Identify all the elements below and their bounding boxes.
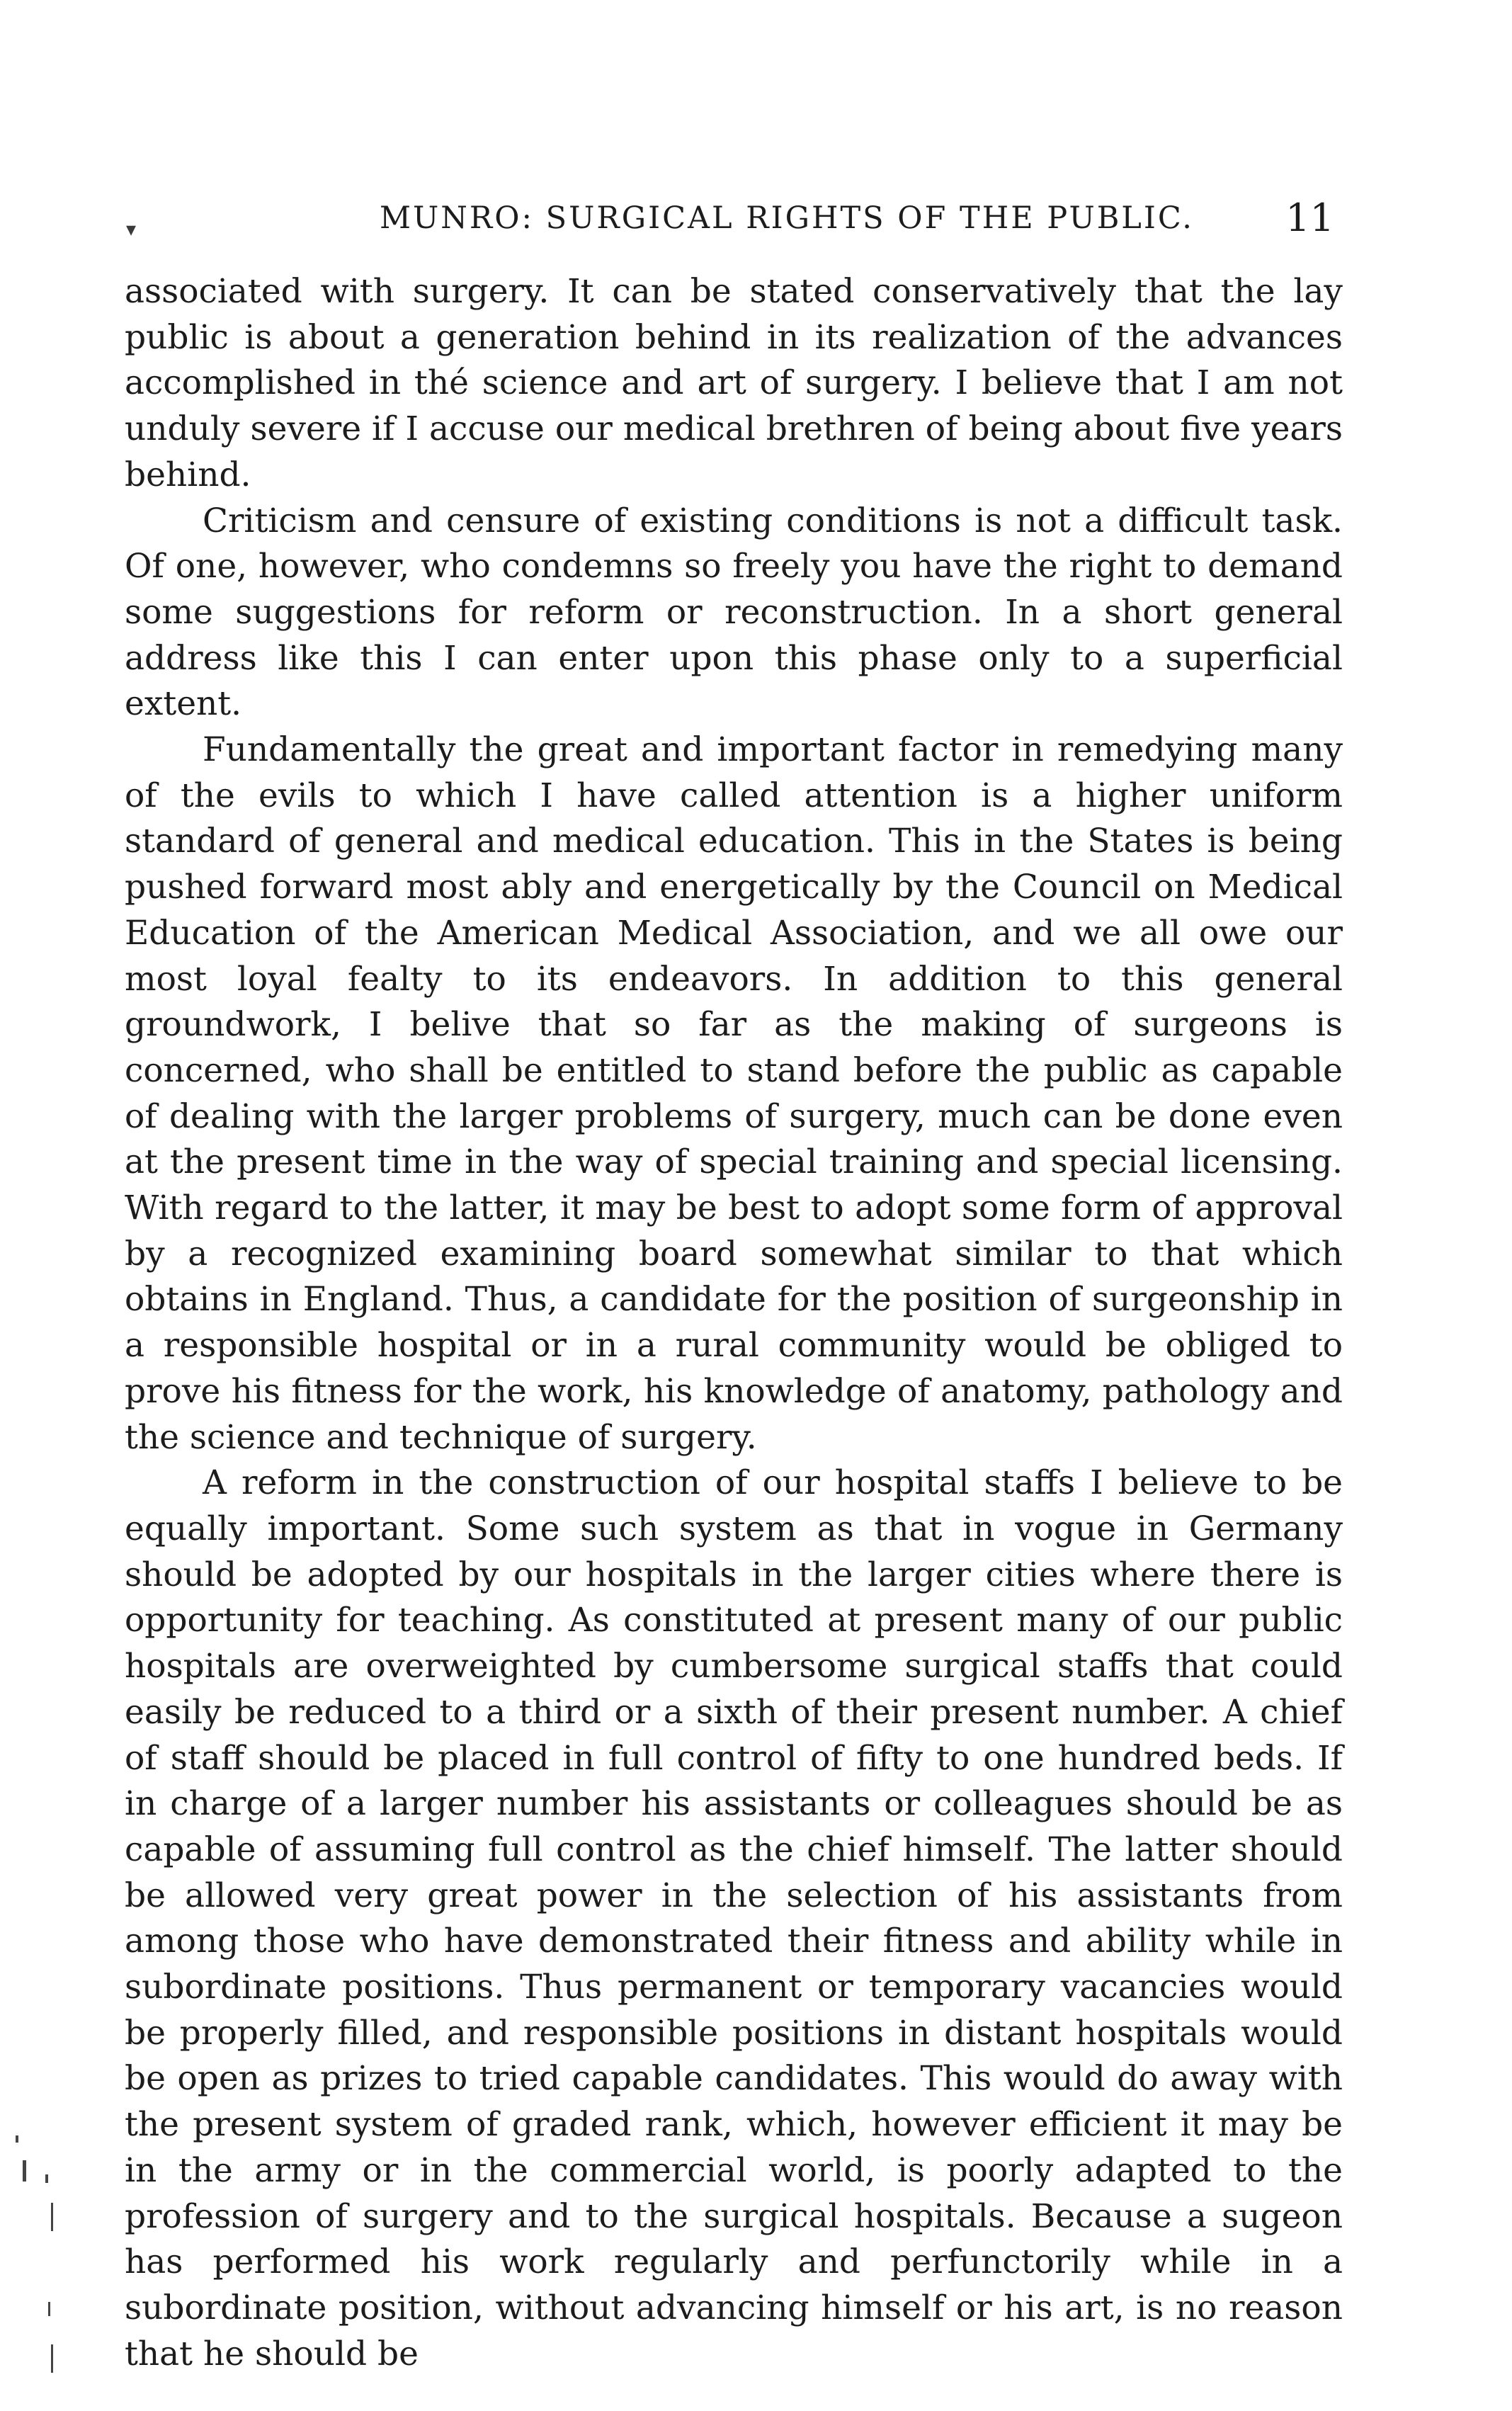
paragraph-4: A reform in the construction of our hospital staffs I believe to be equally important. Some such system as that in vogue in Germany should be adopted by our hospitals in the larger cities where there is opportunity for teaching. As constituted at present many of our public hospitals are overweighted by cumbersome surgical staffs that could easily be reduced to a third or a sixth of their present number. A chief of staff should be placed in full control of fifty to one hundred beds. If in charge of a larger number his assistants or colleagues should be as capable of assuming full control as the chief himself. The latter should be allowed very great power in the selection of his assistants from among those who have demonstrated their fitness and ability while in subordinate positions. Thus permanent or temporary vacancies would be properly filled, and responsible positions in distant hospitals would be open as prizes to tried capable candidates. This would do away with the present system of graded rank, which, however efficient it may be in the army or in the commercial world, is poorly adapted to the profession of surgery and to the surgical hospitals. Because a sugeon has performed his work regularly and perfunctorily while in a subordinate position, without advancing himself or his art, is no reason that he should be <box>125 1463 1343 2373</box>
body-text <box>125 269 1343 2377</box>
paragraph-3: Fundamentally the great and important factor in remedying many of the evils to which I have called attention is a higher uniform standard of general and medical education. This in the States is being pushed forward most ably and energetically by the Council on Medical Education of the American Medical Association, and we all owe our most loyal fealty to its endeavors. In addition to this general groundwork, I belive that so far as the making of surgeons is concerned, who shall be entitled to stand before the public as capable of dealing with the larger problems of surgery, much can be done even at the present time in the way of special training and special licensing. With regard to the latter, it may be best to adopt some form of approval by a recognized examining board somewhat similar to that which obtains in England. Thus, a candidate for the position of surgeonship in a responsible hospital or in a rural community would be obliged to prove his fitness for the work, his knowledge of anatomy, pathology and the science and technique of surgery. <box>125 730 1343 1457</box>
page-header <box>125 190 1343 246</box>
margin-speck-mark: ▾ <box>126 217 137 241</box>
paragraph-2: Criticism and censure of existing conditions is not a difficult task. Of one, however, who condemns so freely you have the right to demand some suggestions for reform or reconstruction. In a short general address like this I can enter upon this phase only to a superficial extent. <box>125 501 1343 724</box>
running-head: MUNRO: SURGICAL RIGHTS OF THE PUBLIC. <box>380 200 1194 236</box>
paragraph-1: associated with surgery. It can be stated conservatively that the lay public is about a generation behind in its realization of the advances accomplished in thé science and art of surgery. I believe that I am not unduly severe if I accuse our medical brethren of being about five years behind. <box>125 272 1343 494</box>
page-number: 11 <box>1285 195 1334 240</box>
